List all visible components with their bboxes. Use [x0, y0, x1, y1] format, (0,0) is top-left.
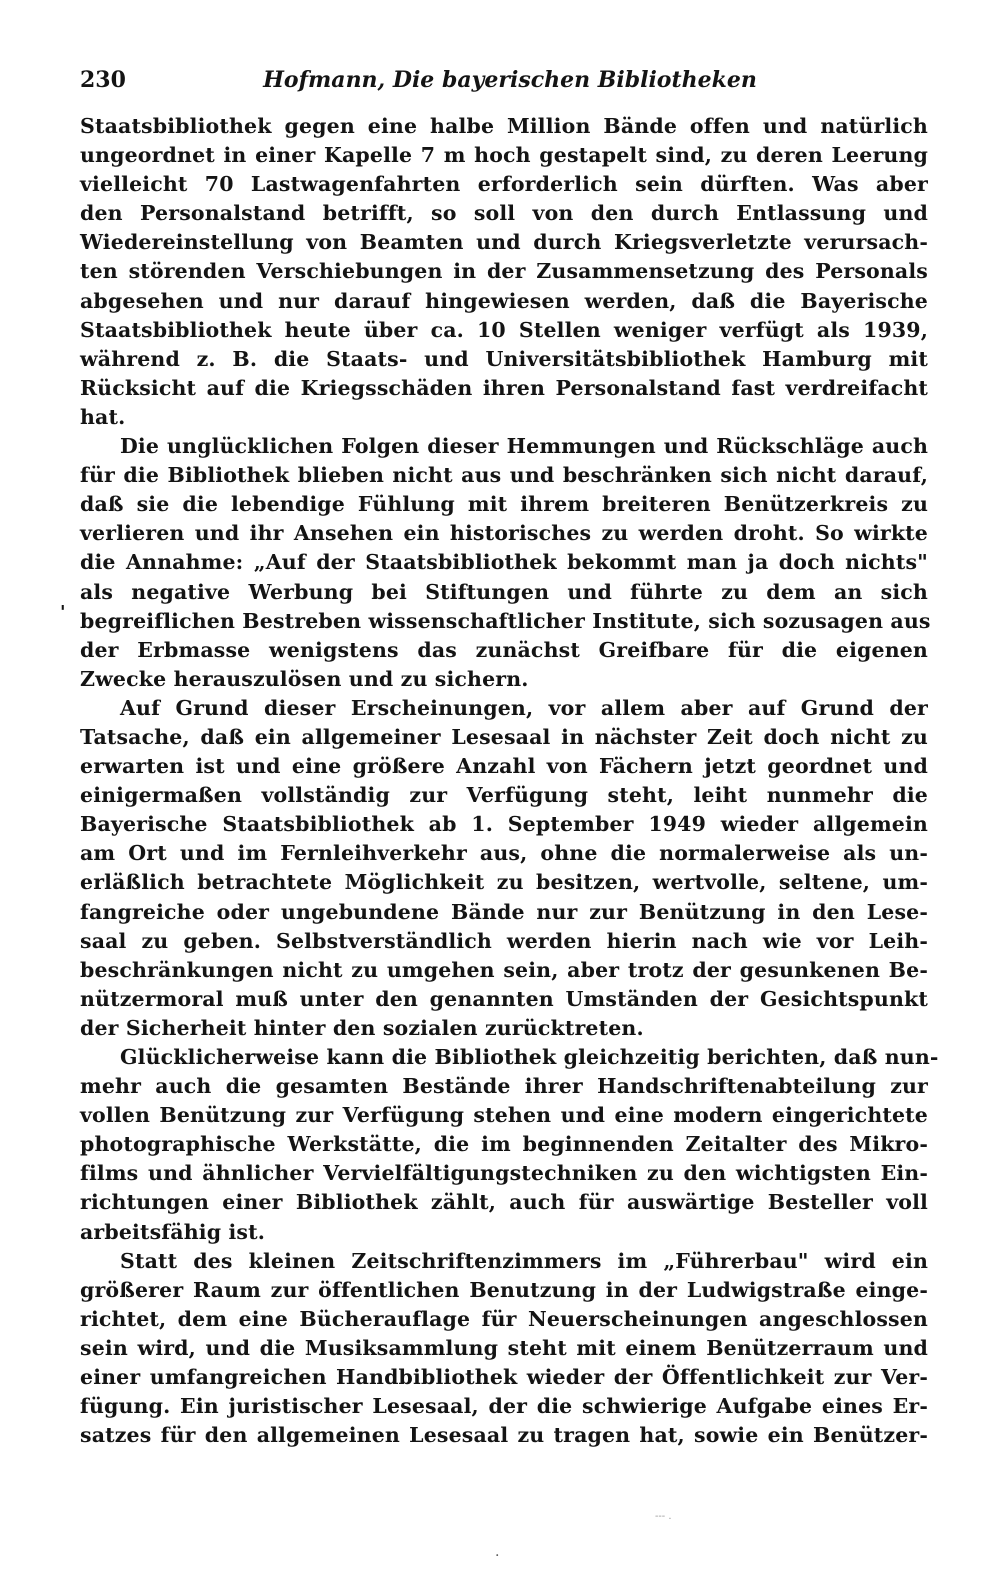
text-line: die Annahme: „Auf der Staatsbibliothek bekommt man ja doch nichts" [80, 550, 928, 575]
text-line: Tatsache, daß ein allgemeiner Lesesaal in nächster Zeit doch nicht zu [80, 724, 928, 749]
text-line: films und ähnlicher Vervielfältigungstechniken zu den wichtigsten Ein- [80, 1161, 928, 1186]
text-line: Wiedereinstellung von Beamten und durch Kriegsverletzte verursach- [80, 230, 928, 255]
text-line: richtet, dem eine Bücherauflage für Neuerscheinungen angeschlossen [80, 1306, 928, 1331]
text-line: erläßlich betrachtete Möglichkeit zu besitzen, wertvolle, seltene, um- [80, 870, 928, 895]
text-line: einer umfangreichen Handbibliothek wieder der Öffentlichkeit zur Ver- [80, 1365, 928, 1390]
text-line: den Personalstand betrifft, so soll von den durch Entlassung und [80, 201, 928, 226]
text-line: fangreiche oder ungebundene Bände nur zur Benützung in den Lese- [80, 899, 928, 924]
text-line: daß sie die lebendige Fühlung mit ihrem breiteren Benützerkreis zu [80, 492, 928, 517]
text-line: richtungen einer Bibliothek zählt, auch für auswärtige Besteller voll [80, 1190, 928, 1215]
text-line: ungeordnet in einer Kapelle 7 m hoch gestapelt sind, zu deren Leerung [80, 143, 928, 168]
running-head: Hofmann, Die bayerischen Bibliotheken [263, 67, 757, 93]
text-line: der Sicherheit hinter den sozialen zurücktreten. [80, 1015, 644, 1040]
text-line: Rücksicht auf die Kriegsschäden ihren Personalstand fast verdreifacht [80, 375, 928, 400]
text-line: für die Bibliothek blieben nicht aus und beschränken sich nicht darauf, [80, 463, 928, 488]
text-line: einigermaßen vollständig zur Verfügung steht, leiht nunmehr die [80, 783, 928, 808]
text-line: nützermoral muß unter den genannten Umständen der Gesichtspunkt [80, 986, 928, 1011]
text-line: Zwecke herauszulösen und zu sichern. [80, 666, 529, 691]
text-line: mehr auch die gesamten Bestände ihrer Handschriftenabteilung zur [80, 1074, 928, 1099]
text-line: Staatsbibliothek heute über ca. 10 Stellen weniger verfügt als 1939, [80, 317, 928, 342]
text-line: während z. B. die Staats- und Universitätsbibliothek Hamburg mit [80, 346, 928, 371]
text-line: ten störenden Verschiebungen in der Zusammensetzung des Personals [80, 259, 928, 284]
text-line: sein wird, und die Musiksammlung steht mit einem Benützerraum und [80, 1335, 928, 1360]
text-line: erwarten ist und eine größere Anzahl von Fächern jetzt geordnet und [80, 754, 928, 779]
text-line: vollen Benützung zur Verfügung stehen und eine modern eingerichtete [80, 1103, 928, 1128]
page-number: 230 [80, 67, 126, 93]
text-line: satzes für den allgemeinen Lesesaal zu tragen hat, sowie ein Benützer- [80, 1423, 928, 1448]
text-line: als negative Werbung bei Stiftungen und führte zu dem an sich [80, 579, 928, 604]
page-header [80, 62, 940, 98]
text-line: hat. [80, 404, 126, 429]
text-line: am Ort und im Fernleihverkehr aus, ohne die normalerweise als un- [80, 841, 928, 866]
text-line: begreiflichen Bestreben wissenschaftlicher Institute, sich sozusagen aus [80, 608, 931, 633]
text-line: Statt des kleinen Zeitschriftenzimmers im „Führerbau" wird ein [120, 1248, 928, 1273]
text-line: größerer Raum zur öffentlichen Benutzung in der Ludwigstraße einge- [80, 1277, 928, 1302]
stray-mark: . [495, 1544, 500, 1560]
margin-mark: ' [60, 602, 66, 623]
text-line: Glücklicherweise kann die Bibliothek gleichzeitig berichten, daß nun- [120, 1045, 939, 1069]
text-line: Bayerische Staatsbibliothek ab 1. September 1949 wieder allgemein [80, 812, 928, 837]
body-text [80, 112, 939, 1450]
text-line: der Erbmasse wenigstens das zunächst Greifbare für die eigenen [80, 637, 928, 662]
text-line: Auf Grund dieser Erscheinungen, vor allem aber auf Grund der [120, 695, 928, 720]
text-line: arbeitsfähig ist. [80, 1219, 266, 1244]
text-line: verlieren und ihr Ansehen ein historisches zu werden droht. So wirkte [80, 521, 928, 546]
text-line: Die unglücklichen Folgen dieser Hemmungen und Rückschläge auch [120, 434, 928, 459]
text-line: beschränkungen nicht zu umgehen sein, aber trotz der gesunkenen Be- [80, 957, 928, 982]
text-line: photographische Werkstätte, die im beginnenden Zeitalter des Mikro- [80, 1132, 928, 1157]
text-line: vielleicht 70 Lastwagenfahrten erforderlich sein dürften. Was aber [80, 172, 928, 197]
text-line: saal zu geben. Selbstverständlich werden hierin nach wie vor Leih- [80, 928, 928, 953]
text-line: abgesehen und nur darauf hingewiesen werden, daß die Bayerische [80, 288, 928, 313]
text-line: Staatsbibliothek gegen eine halbe Million Bände offen und natürlich [80, 114, 928, 138]
text-line: fügung. Ein juristischer Lesesaal, der die schwierige Aufgabe eines Er- [80, 1394, 928, 1419]
stray-mark: --- . [655, 1511, 672, 1522]
